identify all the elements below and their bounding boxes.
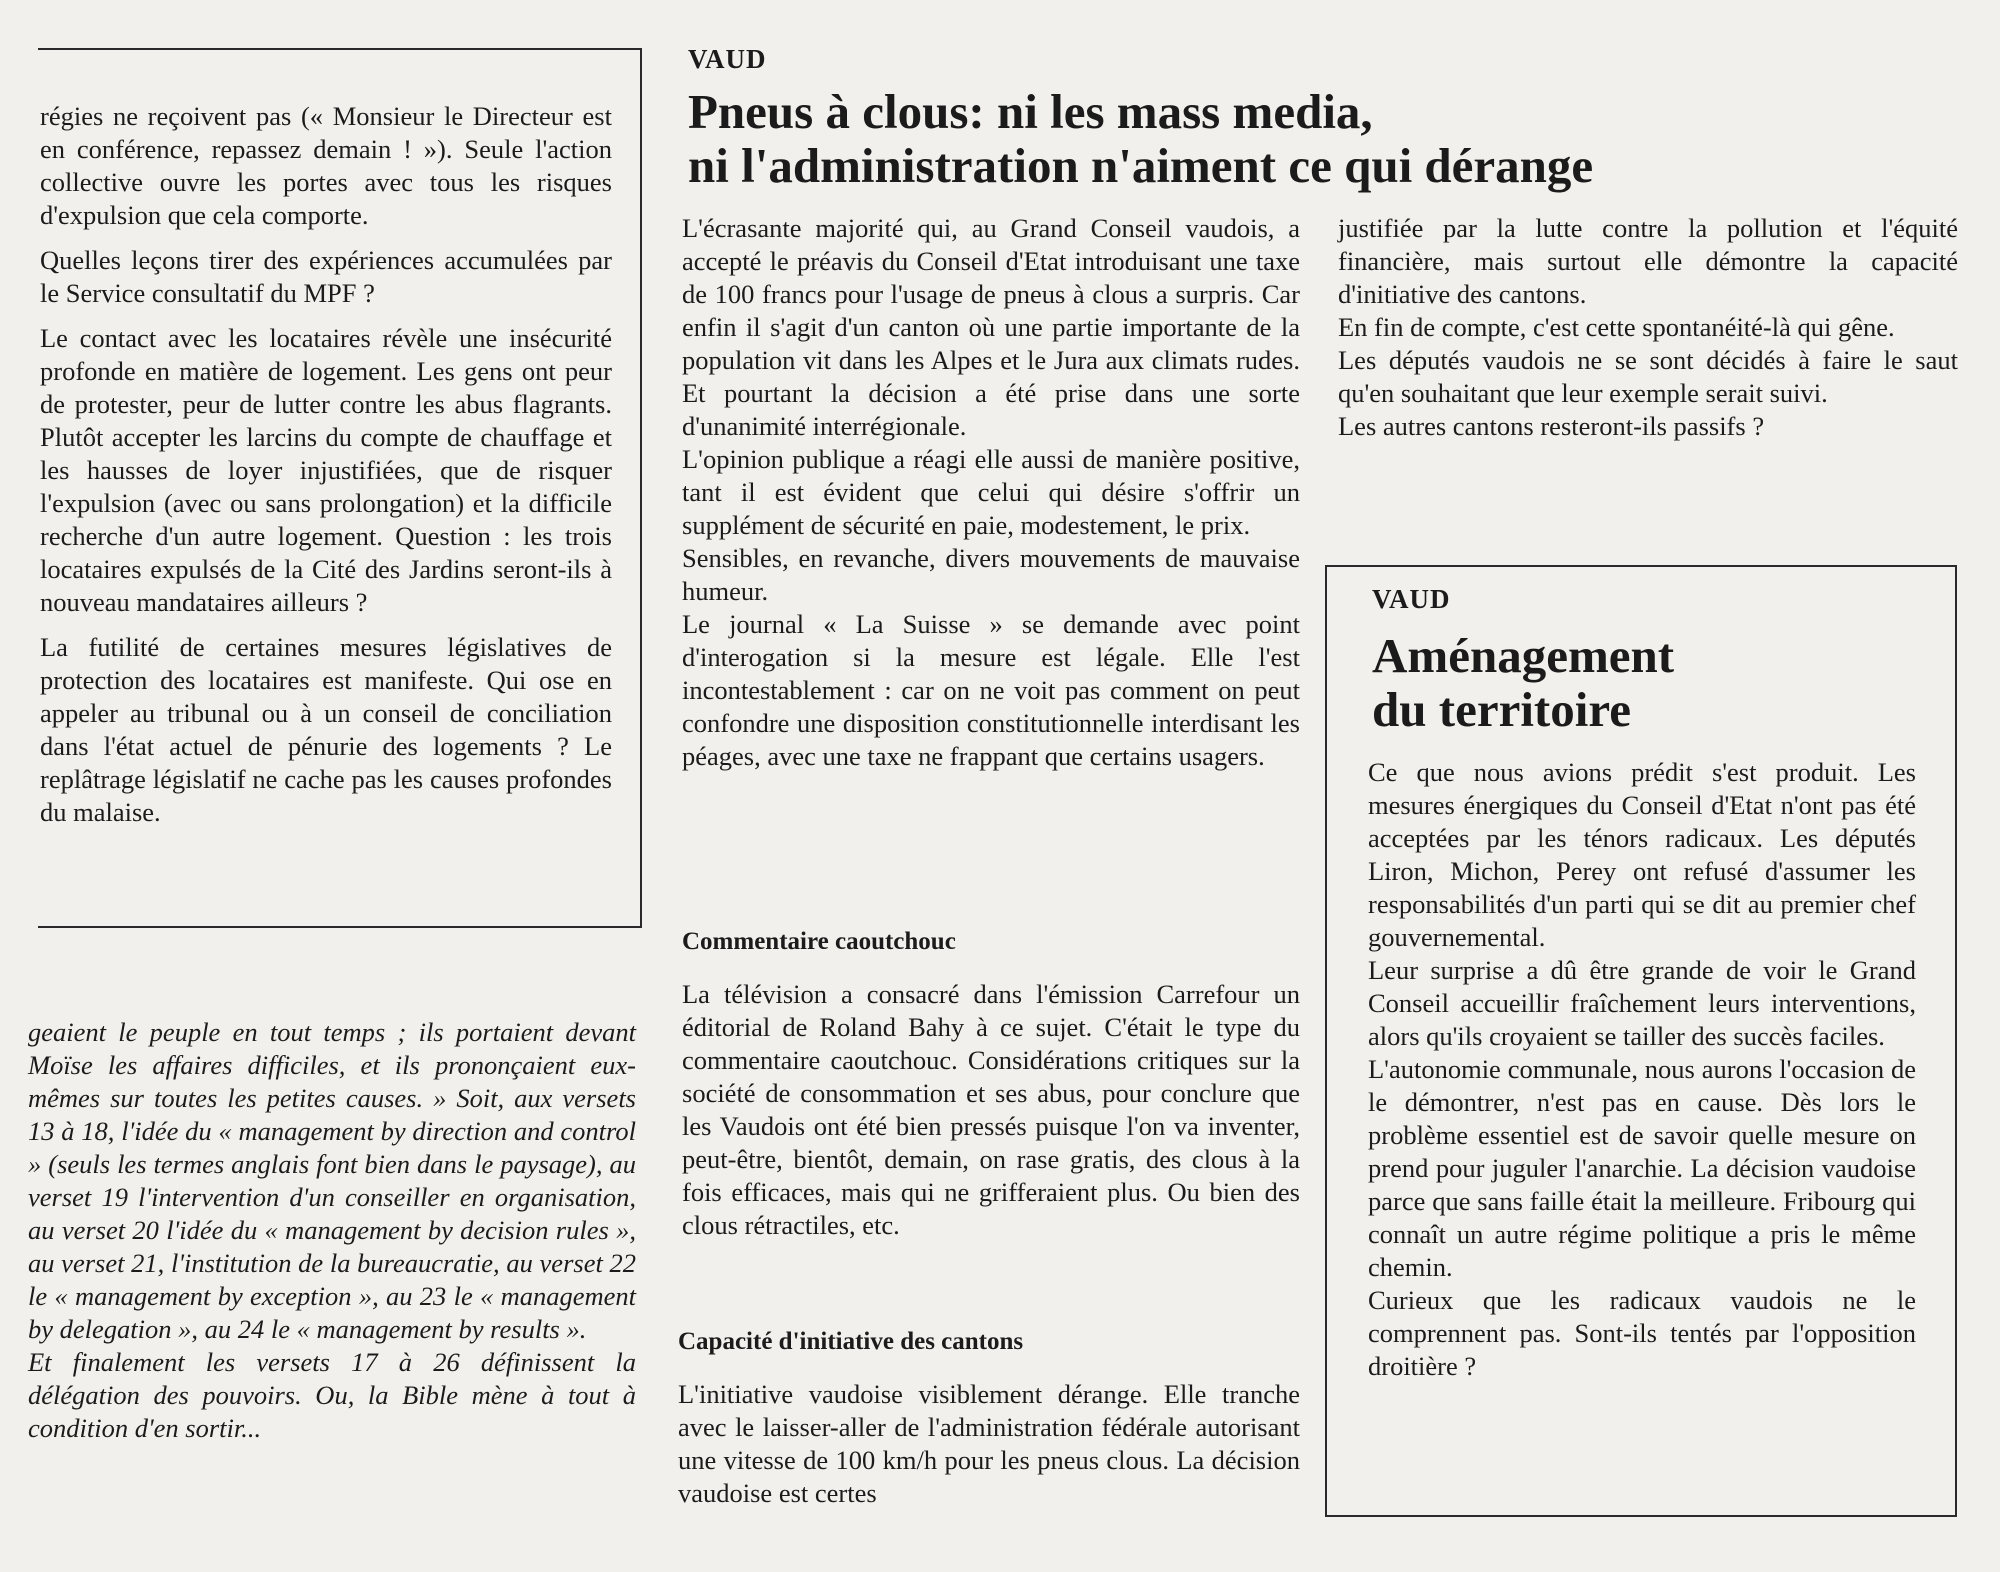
paragraph: L'initiative vaudoise visiblement dérange. Elle tranche avec le laisser-aller de l'administration fédérale autorisant une vitesse de 100 km/h pour les pneus clous. La décision vaudoise est certes [678, 1379, 1300, 1508]
article-title-line-2: ni l'administration n'aiment ce qui dérange [688, 138, 1594, 193]
paragraph: Les autres cantons resteront-ils passifs ? [1338, 411, 1765, 441]
paragraph: L'autonomie communale, nous aurons l'occasion de le démontrer, n'est pas en cause. Dès lors le problème essentiel est de savoir quelle mesure on prend pour juguler l'anarchie. La décision vaudoise parce que sans faille était la meilleure. Fribourg qui connaît un autre régime politique a pris le même chemin. [1368, 1054, 1916, 1282]
paragraph: régies ne reçoivent pas (« Monsieur le Directeur est en conférence, repassez demain ! »). Seule l'action collective ouvre les portes avec tous les risques d'expulsion que cela comporte. [40, 101, 612, 230]
paragraph: Le journal « La Suisse » se demande avec point d'interogation si la mesure est légale. Elle l'est incontestablement : car on ne voit pas comment on peut confondre une disposition constitutionnelle interdisant les péages, avec une taxe ne frappant que certains usagers. [682, 609, 1300, 771]
paragraph: La télévision a consacré dans l'émission Carrefour un éditorial de Roland Bahy à ce sujet. C'était le type du commentaire caoutchouc. Considérations critiques sur la société de consommation et ses abus, pour conclure que les Vaudois ont été bien pressés puisque l'on va inventer, peut-être, bientôt, demain, on rase gratis, des clous à la fois efficaces, mais qui ne grifferaient plus. Ou bien des clous rétractiles, etc. [682, 979, 1300, 1240]
paragraph: Leur surprise a dû être grande de voir le Grand Conseil accueillir fraîchement leurs interventions, alors qu'ils croyaient se tailler des succès faciles. [1368, 955, 1916, 1051]
subhead-capacite [678, 1328, 1300, 1356]
commentaire-body [682, 978, 1300, 1242]
article-title-line-2: du territoire [1372, 682, 1631, 737]
paragraph: Ce que nous avions prédit s'est produit. Les mesures énergiques du Conseil d'Etat n'ont pas été acceptées par les ténors radicaux. Les députés Liron, Michon, Perey ont refusé d'assumer les responsabilités d'un parti qui se dit au premier chef gouvernemental. [1368, 757, 1916, 952]
paragraph: Les députés vaudois ne se sont décidés à faire le saut qu'en souhaitant que leur exemple serait suivi. [1338, 345, 1958, 408]
right-article-header [1372, 584, 1932, 737]
main-article-column-2 [1338, 212, 1958, 443]
article-title-line-1: Pneus à clous: ni les mass media, [688, 84, 1373, 139]
article-title-line-1: Aménagement [1372, 628, 1675, 683]
paragraph: geaient le peuple en tout temps ; ils portaient devant Moïse les affaires difficiles, et ils prononçaient eux-mêmes sur toutes les petites causes. » Soit, aux versets 13 à 18, l'idée du « management by direction and control » (seuls les termes anglais font bien dans le paysage), au verset 19 l'intervention d'un conseiller en organisation, au verset 20 l'idée du « management by decision rules », au verset 21, l'institution de la bureaucratie, au verset 22 le « management by exception », au 23 le « management by delegation », au 24 le « management by results ». [28, 1017, 636, 1344]
article-kicker: VAUD [1372, 584, 1451, 614]
main-article-header [688, 44, 1688, 193]
paragraph: L'opinion publique a réagi elle aussi de manière positive, tant il est évident que celui qui désire s'offrir un supplément de sécurité en paie, modestement, le prix. [682, 444, 1300, 540]
subhead-commentaire-caoutchouc: Commentaire caoutchouc [682, 928, 956, 955]
paragraph: L'écrasante majorité qui, au Grand Conseil vaudois, a accepté le préavis du Conseil d'Etat introduisant une taxe de 100 francs pour l'usage de pneus à clous a surpris. Car enfin il s'agit d'un canton où une partie importante de la population vit dans les Alpes et le Jura aux climats rudes. Et pourtant la décision a été prise dans une sorte d'unanimité interrégionale. [682, 213, 1300, 441]
subhead-commentaire [682, 928, 1300, 956]
right-article-body [1368, 756, 1916, 1383]
main-article-column-1 [682, 212, 1300, 773]
paragraph: Et finalement les versets 17 à 26 définissent la délégation des pouvoirs. Ou, la Bible mène à tout à condition d'en sortir... [28, 1347, 636, 1443]
paragraph: En fin de compte, c'est cette spontanéité-là qui gêne. [1338, 312, 1895, 342]
left-italic-article [28, 1016, 636, 1445]
article-kicker: VAUD [688, 44, 767, 74]
paragraph: Sensibles, en revanche, divers mouvements de mauvaise humeur. [682, 543, 1300, 606]
left-article-body [40, 100, 612, 841]
paragraph: Curieux que les radicaux vaudois ne le comprennent pas. Sont-ils tentés par l'opposition droitière ? [1368, 1285, 1916, 1381]
paragraph: La futilité de certaines mesures législatives de protection des locataires est manifeste. Qui ose en appeler au tribunal ou à un conseil de conciliation dans l'état actuel de pénurie des logements ? Le replâtrage législatif ne cache pas les causes profondes du malaise. [40, 632, 612, 827]
paragraph: justifiée par la lutte contre la pollution et l'équité financière, mais surtout elle démontre la capacité d'initiative des cantons. [1338, 213, 1958, 309]
subhead-capacite-initiative: Capacité d'initiative des cantons [678, 1328, 1024, 1355]
paragraph: Le contact avec les locataires révèle une insécurité profonde en matière de logement. Les gens ont peur de protester, peur de lutter contre les abus flagrants. Plutôt accepter les larcins du compte de chauffage et les hausses de loyer injustifiées, que de risquer l'expulsion (avec ou sans prolongation) et la difficile recherche d'un autre logement. Question : les trois locataires expulsés de la Cité des Jardins seront-ils à nouveau mandataires ailleurs ? [40, 323, 612, 617]
paragraph: Quelles leçons tirer des expériences accumulées par le Service consultatif du MPF ? [40, 245, 612, 308]
capacite-body [678, 1378, 1300, 1510]
